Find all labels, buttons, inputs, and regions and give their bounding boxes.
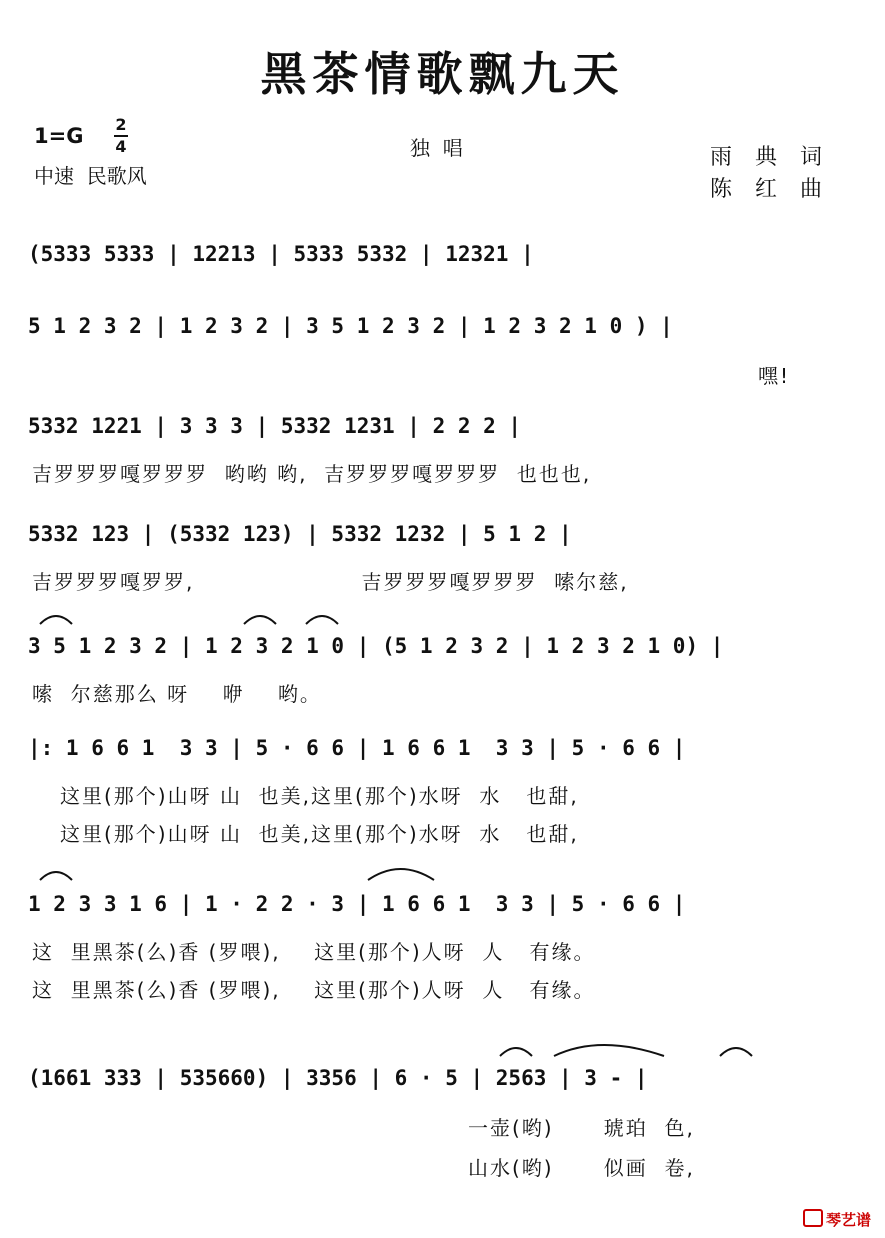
lyric-line: 山水(哟) 似画 卷, xyxy=(468,1156,695,1180)
notation-line: 1 2 3 3 1 6 | 1 · 2 2 · 3 | 1 6 6 1 3 3 | 5 · 6 6 | xyxy=(28,892,686,916)
lyricist-credit: 雨 典 词 xyxy=(710,145,830,170)
lyric-line: 这里(那个)山呀 山 也美,这里(那个)水呀 水 也甜, xyxy=(60,822,579,846)
tempo-marking: 中速 民歌风 xyxy=(34,164,147,188)
watermark-text: 琴艺谱 xyxy=(825,1211,871,1229)
lyric-line: 一壶(哟) 琥珀 色, xyxy=(468,1116,695,1140)
notation-line: 3 5 1 2 3 2 | 1 2 3 2 1 0 | (5 1 2 3 2 | 1 2 3 2 1 0) | xyxy=(28,634,724,658)
notation-line: (5333 5333 | 12213 | 5333 5332 | 12321 | xyxy=(28,242,534,266)
notation-line: 5332 1221 | 3 3 3 | 5332 1231 | 2 2 2 | xyxy=(28,414,522,438)
lyric-line: 吉罗罗罗嘎罗罗, 吉罗罗罗嘎罗罗罗 嗦尔慈, xyxy=(32,570,629,594)
lyric-line: 这里(那个)山呀 山 也美,这里(那个)水呀 水 也甜, xyxy=(60,784,579,808)
notation-line: 5 1 2 3 2 | 1 2 3 2 | 3 5 1 2 3 2 | 1 2 3 2 1 0 ) | xyxy=(28,314,673,338)
lyric-line: 这 里黑茶(么)香 (罗喂), 这里(那个)人呀 人 有缘。 xyxy=(32,978,596,1002)
time-numerator: 2 xyxy=(115,115,127,134)
notation-line: |: 1 6 6 1 3 3 | 5 · 6 6 | 1 6 6 1 3 3 | 5 · 6 6 | xyxy=(28,736,686,760)
lyric-line: 吉罗罗罗嘎罗罗罗 哟哟 哟, 吉罗罗罗嘎罗罗罗 也也也, xyxy=(32,462,592,486)
notation-line: (1661 333 | 535660) | 3356 | 6 · 5 | 2563 | 3 - | xyxy=(28,1066,648,1090)
time-denominator: 4 xyxy=(115,137,127,156)
logo-icon xyxy=(803,1209,823,1227)
lyric-line: 嗦 尔慈那么 呀 咿 哟。 xyxy=(32,682,322,706)
key-signature: 1=G xyxy=(34,124,84,148)
composer-credit: 陈 红 曲 xyxy=(710,177,830,202)
lyric-line: 嘿! xyxy=(758,364,791,388)
watermark xyxy=(803,1209,871,1230)
notation-line: 5332 123 | (5332 123) | 5332 1232 | 5 1 2 | xyxy=(28,522,572,546)
performance-style: 独 唱 xyxy=(410,136,463,160)
page-title: 黑茶情歌飘九天 xyxy=(260,47,625,101)
lyric-line: 这 里黑茶(么)香 (罗喂), 这里(那个)人呀 人 有缘。 xyxy=(32,940,596,964)
